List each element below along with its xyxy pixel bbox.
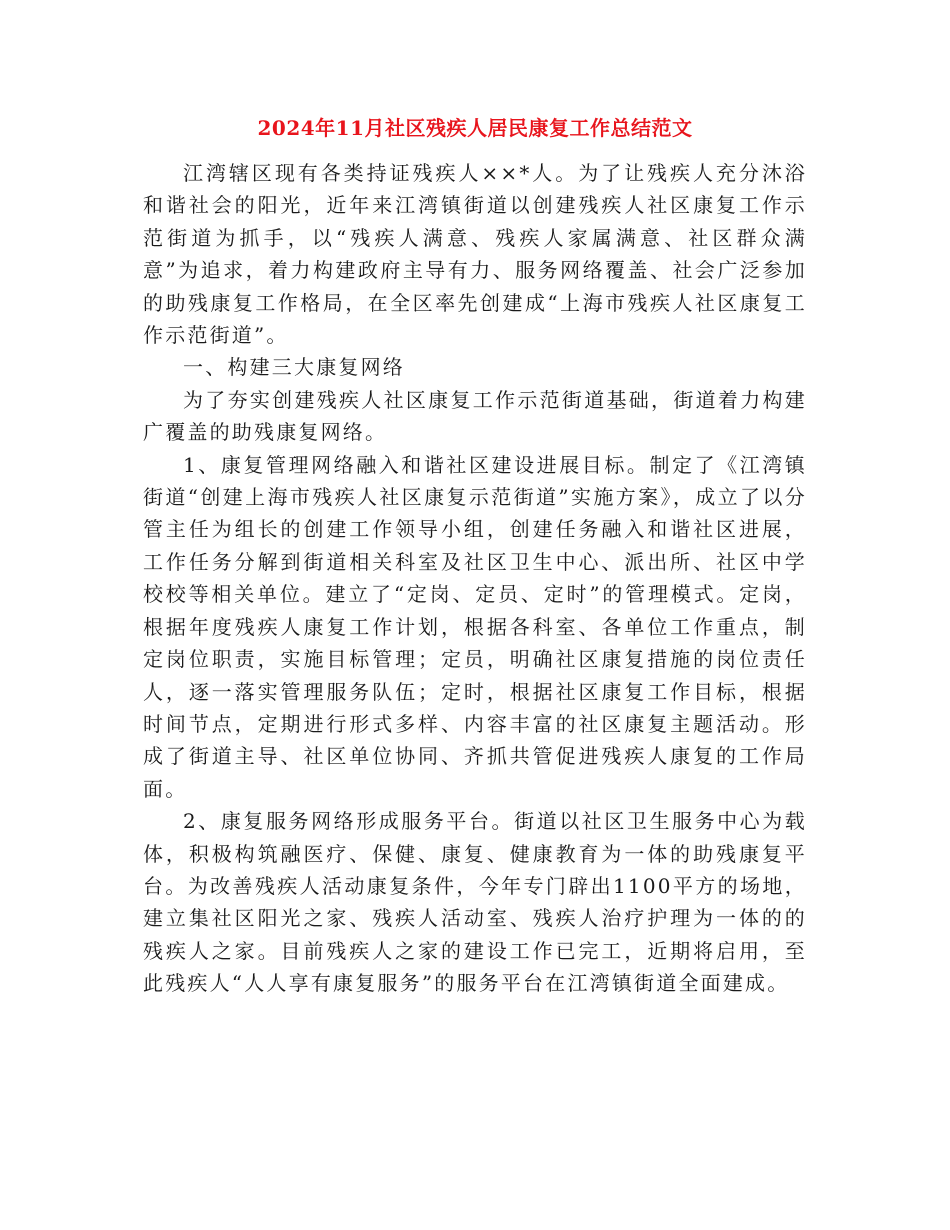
paragraph-intro: 江湾辖区现有各类持证残疾人××*人。为了让残疾人充分沐浴和谐社会的阳光，近年来江湾镇街道以创建残疾人社区康复工作示范街道为抓手，以“残疾人满意、残疾人家属满意、社区群众满意”为追求，着力构建政府主导有力、服务网络覆盖、社会广泛参加的助残康复工作格局，在全区率先创建成“上海市残疾人社区康复工作示范街道”。 (143, 161, 807, 348)
section-heading-1: 一、构建三大康复网络 (183, 355, 405, 380)
paragraph-item-1: 1、康复管理网络融入和谐社区建设进展目标。制定了《江湾镇街道“创建上海市残疾人社区康复示范街道”实施方案》，成立了以分管主任为组长的创建工作领导小组，创建任务融入和谐社区进展，工作任务分解到街道相关科室及社区卫生中心、派出所、社区中学校校等相关单位。建立了“定岗、定员、定时”的管理模式。定岗，根据年度残疾人康复工作计划，根据各科室、各单位工作重点，制定岗位职责，实施目标管理；定员，明确社区康复措施的岗位责任人，逐一落实管理服务队伍；定时，根据社区康复工作目标，根据时间节点，定期进行形式多样、内容丰富的社区康复主题活动。形成了街道主导、社区单位协同、齐抓共管促进残疾人康复的工作局面。 (143, 452, 807, 801)
paragraph-section-1-intro: 为了夯实创建残疾人社区康复工作示范街道基础，街道着力构建广覆盖的助残康复网络。 (143, 387, 807, 445)
paragraph-item-2: 2、康复服务网络形成服务平台。街道以社区卫生服务中心为载体，积极构筑融医疗、保健、康复、健康教育为一体的助残康复平台。为改善残疾人活动康复条件，今年专门辟出1100平方的场地，建立集社区阳光之家、残疾人活动室、残疾人治疗护理为一体的的残疾人之家。目前残疾人之家的建设工作已完工，近期将启用，至此残疾人“人人享有康复服务”的服务平台在江湾镇街道全面建成。 (143, 809, 807, 996)
document-title: 2024年11月社区残疾人居民康复工作总结范文 (257, 116, 693, 140)
document-body (143, 157, 807, 1000)
